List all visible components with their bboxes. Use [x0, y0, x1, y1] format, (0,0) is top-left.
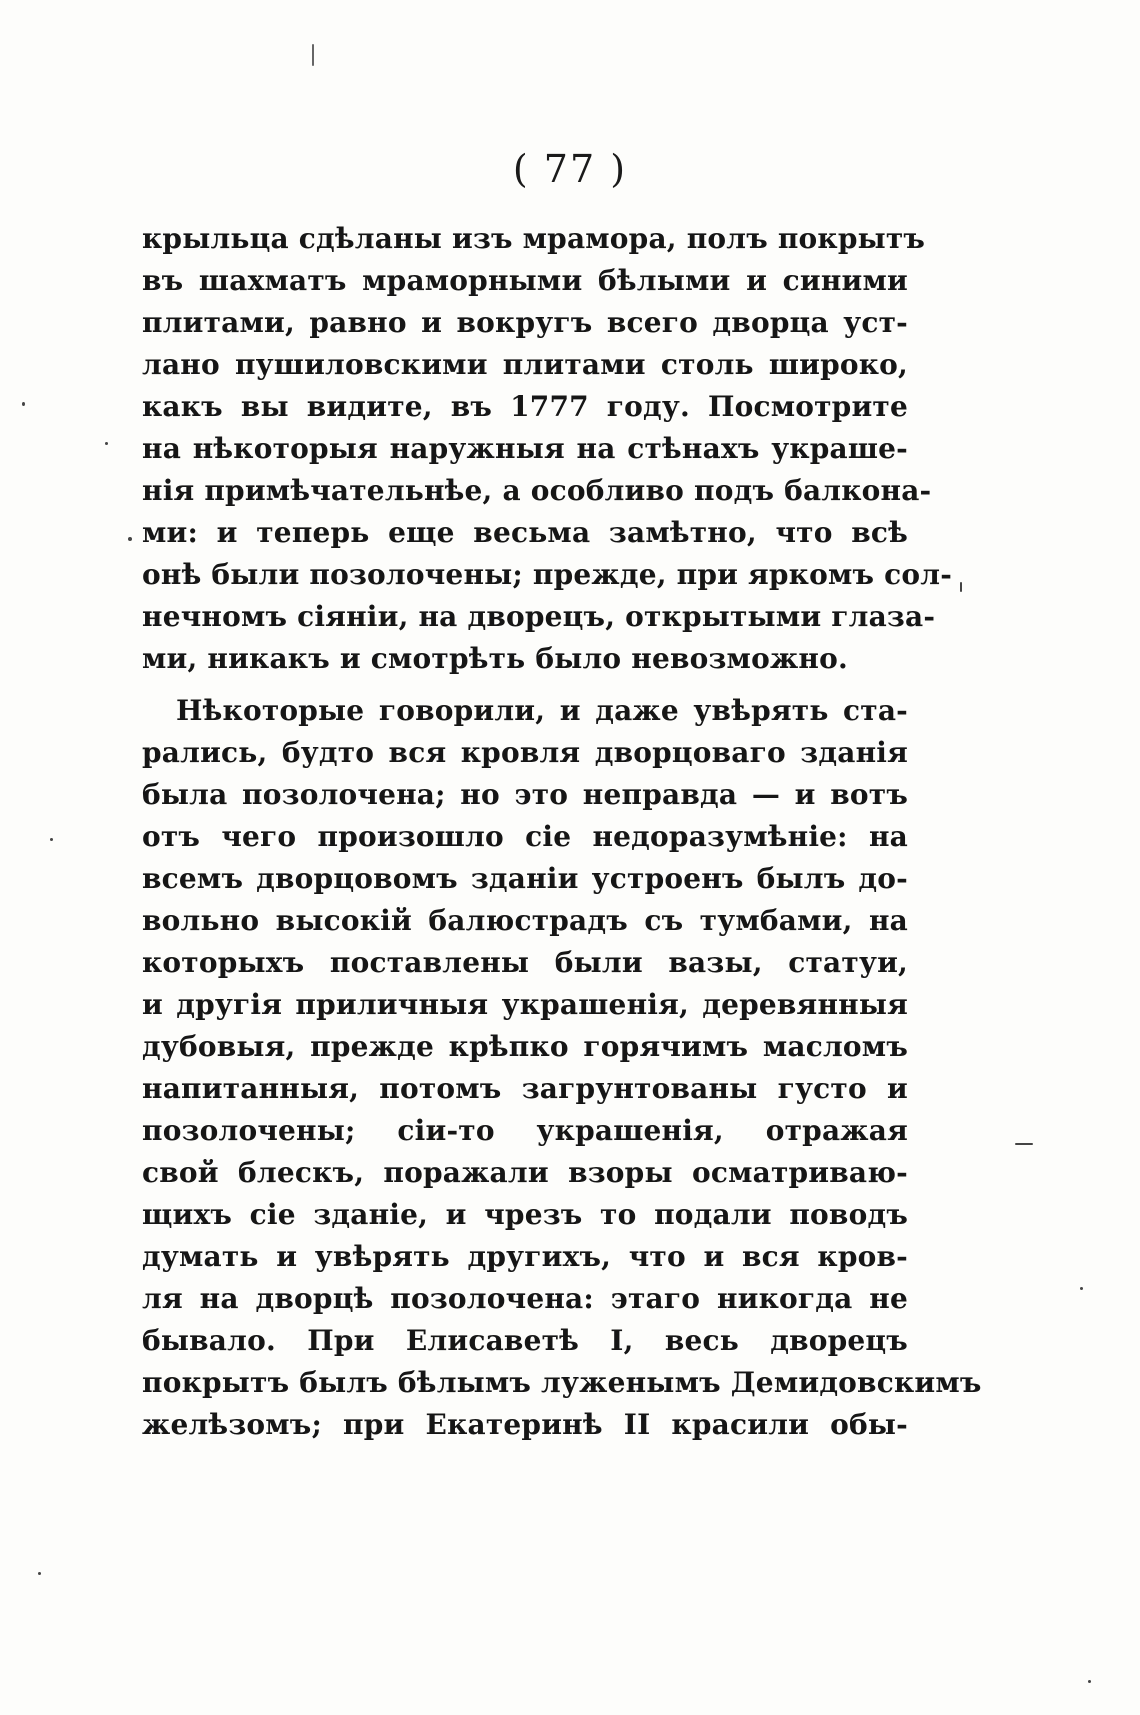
text-line: плитами, равно и вокругъ всего дворца уст-	[142, 306, 908, 339]
scan-speck	[22, 402, 25, 406]
scan-speck	[1088, 1680, 1091, 1683]
text-line: отъ чего произошло сіе недоразумѣніе: на	[142, 820, 908, 853]
paragraph-2	[142, 690, 982, 1446]
text-line: дубовыя, прежде крѣпко горячимъ масломъ	[142, 1030, 908, 1063]
text-line: крыльца сдѣланы изъ мрамора, полъ покрытъ	[142, 222, 926, 255]
text-line: позолочены; сіи-то украшенія, отражая	[142, 1114, 908, 1147]
text-line: напитанныя, потомъ загрунтованы густо и	[142, 1072, 908, 1105]
text-line: вольно высокій балюстрадъ съ тумбами, на	[142, 904, 908, 937]
text-line: нечномъ сіяніи, на дворецъ, открытыми глаза-	[142, 600, 936, 633]
paragraph-gap	[142, 680, 908, 690]
text-line: ми: и теперь еще весьма замѣтно, что всѣ	[142, 516, 908, 549]
scan-speck	[38, 1572, 41, 1575]
text-line: въ шахматъ мраморными бѣлыми и синими	[142, 264, 908, 297]
text-line: нія примѣчательнѣе, а особливо подъ балкона-	[142, 474, 932, 507]
page-number: ( 77 )	[512, 147, 628, 191]
text-line: какъ вы видите, въ 1777 году. Посмотрите	[142, 390, 908, 423]
scan-speck	[50, 838, 53, 841]
text-line: ля на дворцѣ позолочена: этаго никогда не	[142, 1282, 908, 1315]
scan-speck	[960, 582, 962, 592]
text-line: свой блескъ, поражали взоры осматриваю-	[142, 1156, 908, 1189]
text-line: на нѣкоторыя наружныя на стѣнахъ украше-	[142, 432, 908, 465]
paragraph-1	[142, 218, 953, 680]
scan-speck	[1080, 1287, 1083, 1290]
text-line: покрытъ былъ бѣлымъ луженымъ Демидовскимъ	[142, 1366, 982, 1399]
text-line: бывало. При Елисаветѣ I, весь дворецъ	[142, 1324, 908, 1357]
text-line: которыхъ поставлены были вазы, статуи,	[142, 946, 908, 979]
text-line: Нѣкоторые говорили, и даже увѣрять ста-	[176, 694, 908, 727]
text-line: думать и увѣрять другихъ, что и вся кров-	[142, 1240, 908, 1273]
text-line: была позолочена; но это неправда — и вотъ	[142, 778, 908, 811]
text-line: ми, никакъ и смотрѣть было невозможно.	[142, 642, 848, 675]
scan-speck	[105, 442, 108, 445]
scan-speck	[1015, 1143, 1033, 1145]
body-text	[142, 218, 982, 1446]
text-line: лано пушиловскими плитами столь широко,	[142, 348, 908, 381]
scan-speck	[128, 537, 132, 541]
text-line: всемъ дворцовомъ зданіи устроенъ былъ до-	[142, 862, 908, 895]
text-line: и другія приличныя украшенія, деревянныя	[142, 988, 908, 1021]
text-line: онѣ были позолочены; прежде, при яркомъ сол-	[142, 558, 953, 591]
text-line: рались, будто вся кровля дворцоваго зданія	[142, 736, 908, 769]
scan-speck	[312, 44, 314, 66]
text-line: желѣзомъ; при Екатеринѣ II красили обы-	[142, 1408, 908, 1441]
text-line: щихъ сіе зданіе, и чрезъ то подали поводъ	[142, 1198, 908, 1231]
